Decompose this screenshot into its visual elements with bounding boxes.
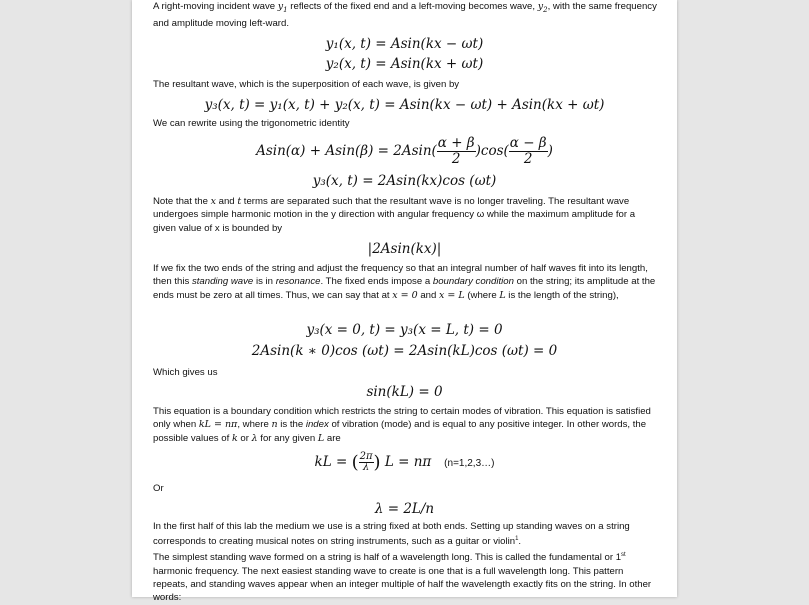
text-run: of vibration (mode) and is equal to any positive integer. In other words, the possible values of xyxy=(153,419,647,444)
equation-boundary-expanded: 2Asin(k ∗ 0)cos (ωt) = 2Asin(kL)cos (ωt) = 0 xyxy=(251,343,558,359)
math-sub: 2 xyxy=(543,5,548,14)
paragraph-resonance xyxy=(153,262,660,302)
math-var: L xyxy=(317,432,325,444)
math-var: n xyxy=(271,419,278,431)
equation-y3-product: y₃(x, t) = 2Asin(kx)cos (ωt) xyxy=(312,173,497,189)
math-sub: 1 xyxy=(283,5,288,14)
text-run: and xyxy=(417,289,439,301)
text-run: , where xyxy=(237,419,272,431)
math-var: t xyxy=(237,196,242,207)
superscript-st: st xyxy=(621,552,626,558)
paren-left: ( xyxy=(351,452,359,473)
eq-part: ) xyxy=(547,143,553,159)
text-run: , with the same frequency and amplitude moving left-ward. xyxy=(153,1,657,30)
text-run: is in xyxy=(253,276,276,288)
math-inline: x = L xyxy=(439,289,465,301)
fraction-denominator: 2 xyxy=(523,151,533,167)
term-standing-wave: standing wave xyxy=(191,276,254,288)
text-run: on the string; its amplitude at the ends must be zero at all times. Thus, we can say that at xyxy=(153,276,656,301)
text-run: terms are separated such that the resultant wave is no longer traveling. The resultant wave undergoes simple harmonic motion in the y direction with angular frequency ω while the maximum amplitude for a given value of x is bounded by xyxy=(153,196,636,234)
term-boundary-condition: boundary condition xyxy=(432,276,514,288)
equation-amplitude-bound: |2Asin(kx)| xyxy=(367,241,442,257)
text-run: is the xyxy=(277,419,306,431)
paragraph-string-fixed xyxy=(153,520,660,549)
paragraph-incident-wave xyxy=(153,0,660,31)
term-resonance: resonance xyxy=(275,276,321,288)
math-var: y xyxy=(277,1,284,12)
text-run: . xyxy=(518,536,522,548)
fraction-numerator: α + β xyxy=(437,135,475,151)
text-run: harmonic frequency. The next easiest standing wave to create is one that is a full wavelength long. This pattern repeats, and standing waves appear when an integer multiple of half the wavelength exactly fits on the string. In other words: xyxy=(153,565,652,604)
math-inline: kL = nπ xyxy=(198,419,238,431)
fraction-two-pi-over-lambda xyxy=(359,452,374,473)
eq-part: Asin(α) + Asin(β) = 2Asin( xyxy=(256,143,437,159)
text-run: are xyxy=(324,432,341,444)
paragraph-simplest-standing-wave xyxy=(153,549,660,605)
math-var: L xyxy=(499,289,506,301)
fraction-alpha-plus-beta xyxy=(437,136,476,167)
equation-trig-identity xyxy=(132,136,677,167)
footnote-ref: 1 xyxy=(515,536,519,543)
eq-part: kL = xyxy=(314,454,352,470)
fraction-alpha-minus-beta xyxy=(509,136,548,167)
text-run: or xyxy=(237,432,252,444)
paragraph-or: Or xyxy=(153,483,164,494)
document-page xyxy=(132,0,677,604)
text-run: (where xyxy=(464,289,500,301)
equation-sin-kl: sin(kL) = 0 xyxy=(366,384,443,400)
text-run: . The fixed ends impose a xyxy=(320,276,433,288)
text-run: Note that the xyxy=(153,196,211,207)
paragraph-simple-harmonic xyxy=(153,195,660,235)
fraction-denominator: 2 xyxy=(451,151,461,167)
text-run: reflects of the fixed end and a left-moving becomes wave, xyxy=(287,1,538,12)
fraction-numerator: α − β xyxy=(509,135,547,151)
equation-kl-n-pi xyxy=(132,452,677,473)
paragraph-superposition: The resultant wave, which is the superposition of each wave, is given by xyxy=(153,79,460,90)
eq-part: L = nπ xyxy=(384,454,432,470)
text-run: and xyxy=(215,196,238,207)
text-run: This equation is a boundary condition which restricts the string to certain modes of vibration. This equation is satisfied only when xyxy=(153,406,651,431)
text-run: for any given xyxy=(257,432,318,444)
equation-lambda: λ = 2L/n xyxy=(374,501,435,517)
math-var: x xyxy=(210,196,216,207)
text-run: is the length of the string), xyxy=(505,289,619,301)
equation-note: (n=1,2,3…) xyxy=(444,458,495,469)
math-var: y xyxy=(537,1,544,12)
text-run: A right-moving incident wave xyxy=(153,1,278,12)
math-inline: x = 0 xyxy=(392,289,418,301)
paragraph-which-gives-us: Which gives us xyxy=(153,367,218,378)
text-run: In the first half of this lab the medium we use is a string fixed at both ends. Setting up standing waves on a string corresponds to creating musical notes on string instruments, such as a guitar or violin xyxy=(153,521,630,548)
equation-boundary-values: y₃(x = 0, t) = y₃(x = L, t) = 0 xyxy=(306,322,503,338)
text-run: If we fix the two ends of the string and adjust the frequency so that an integral number of half waves fit into its length, then this xyxy=(153,263,648,288)
paragraph-trig-identity: We can rewrite using the trigonometric identity xyxy=(153,118,350,129)
term-index: index xyxy=(305,419,329,431)
math-var: k xyxy=(231,432,238,444)
eq-part: )cos( xyxy=(475,143,509,159)
fraction-numerator: 2π xyxy=(359,451,373,462)
equation-y2: y₂(x, t) = Asin(kx + ωt) xyxy=(325,56,484,72)
paren-right: ) xyxy=(373,452,381,473)
equation-y1: y₁(x, t) = Asin(kx − ωt) xyxy=(325,36,484,52)
equation-y3-sum: y₃(x, t) = y₁(x, t) + y₂(x, t) = Asin(kx − ωt) + Asin(kx + ωt) xyxy=(204,97,605,113)
paragraph-modes xyxy=(153,405,660,445)
fraction-denominator: λ xyxy=(362,462,370,473)
text-run: The simplest standing wave formed on a string is half of a wavelength long. This is called the fundamental or 1 xyxy=(153,552,622,564)
math-var: λ xyxy=(251,432,258,444)
